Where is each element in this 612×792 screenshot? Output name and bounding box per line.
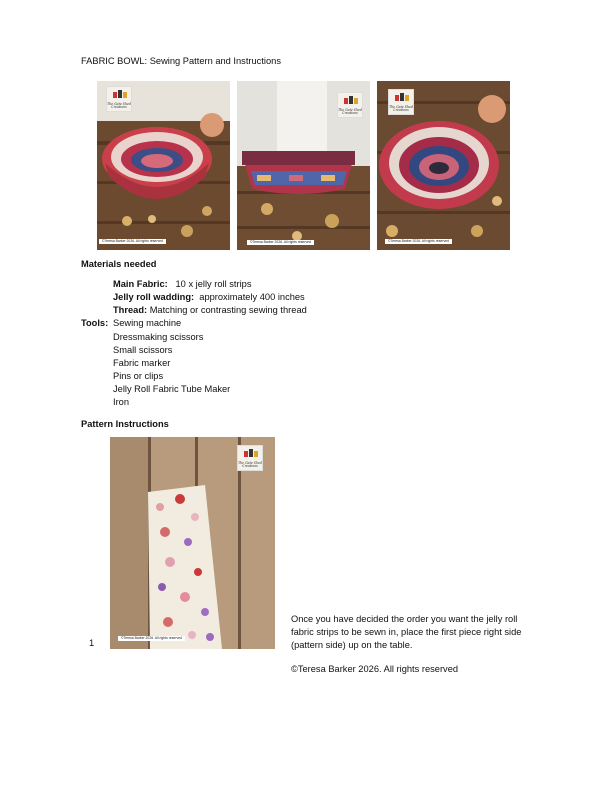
document-title: FABRIC BOWL: Sewing Pattern and Instructions — [81, 56, 281, 66]
logo-text: Creations — [342, 111, 358, 116]
brand-logo — [106, 86, 132, 112]
logo-text: The Gate Shed — [238, 460, 262, 465]
thread-line — [113, 305, 307, 315]
main-fabric-line — [113, 279, 251, 289]
main-fabric-value: 10 x jelly roll strips — [175, 279, 252, 289]
copyright-footer: ©Teresa Barker 2026. All rights reserved — [291, 664, 459, 674]
bowl-photo-side-view — [237, 81, 370, 250]
logo-text: The Gate Shed — [389, 104, 413, 109]
photo-copyright: ©Teresa Barker 2026. All rights reserved — [118, 636, 185, 641]
step-instruction: Once you have decided the order you want the jelly roll fabric strips to be sewn in, place the first piece right side (pattern side) up on the table. — [291, 614, 522, 650]
logo-text: Creations — [242, 464, 258, 469]
photo-copyright: ©Teresa Barker 2026. All rights reserved — [247, 240, 314, 245]
pattern-heading: Pattern Instructions — [81, 419, 169, 429]
tool-item: Small scissors — [113, 345, 173, 355]
photo-copyright: ©Teresa Barker 2026. All rights reserved — [385, 239, 452, 244]
logo-text: The Gate Shed — [338, 107, 362, 112]
tool-item: Jelly Roll Fabric Tube Maker — [113, 384, 231, 394]
brand-logo — [388, 89, 414, 115]
materials-heading: Materials needed — [81, 259, 157, 269]
tool-item: Fabric marker — [113, 358, 171, 368]
step-number: 1 — [89, 638, 95, 648]
photo-copyright: ©Teresa Barker 2026. All rights reserved — [99, 239, 166, 244]
brand-logo — [337, 92, 363, 118]
main-fabric-label: Main Fabric: — [113, 279, 168, 289]
thread-label: Thread: — [113, 305, 148, 315]
bowl-photo-top-view — [97, 81, 230, 250]
thread-value: Matching or contrasting sewing thread — [149, 305, 307, 315]
wadding-line — [113, 292, 305, 302]
brand-logo — [237, 445, 263, 471]
tool-item: Dressmaking scissors — [113, 332, 204, 342]
bowl-photo-angled-view — [377, 81, 510, 250]
tool-item: Pins or clips — [113, 371, 164, 381]
fabric-strip-photo — [110, 437, 275, 649]
wadding-label: Jelly roll wadding: — [113, 292, 195, 302]
logo-text: The Gate Shed — [107, 101, 131, 106]
tool-item: Iron — [113, 397, 130, 407]
logo-text: Creations — [393, 108, 409, 113]
tools-label: Tools: — [81, 318, 109, 328]
wadding-value: approximately 400 inches — [199, 292, 305, 302]
tool-item: Sewing machine — [113, 318, 182, 328]
logo-text: Creations — [111, 105, 127, 110]
